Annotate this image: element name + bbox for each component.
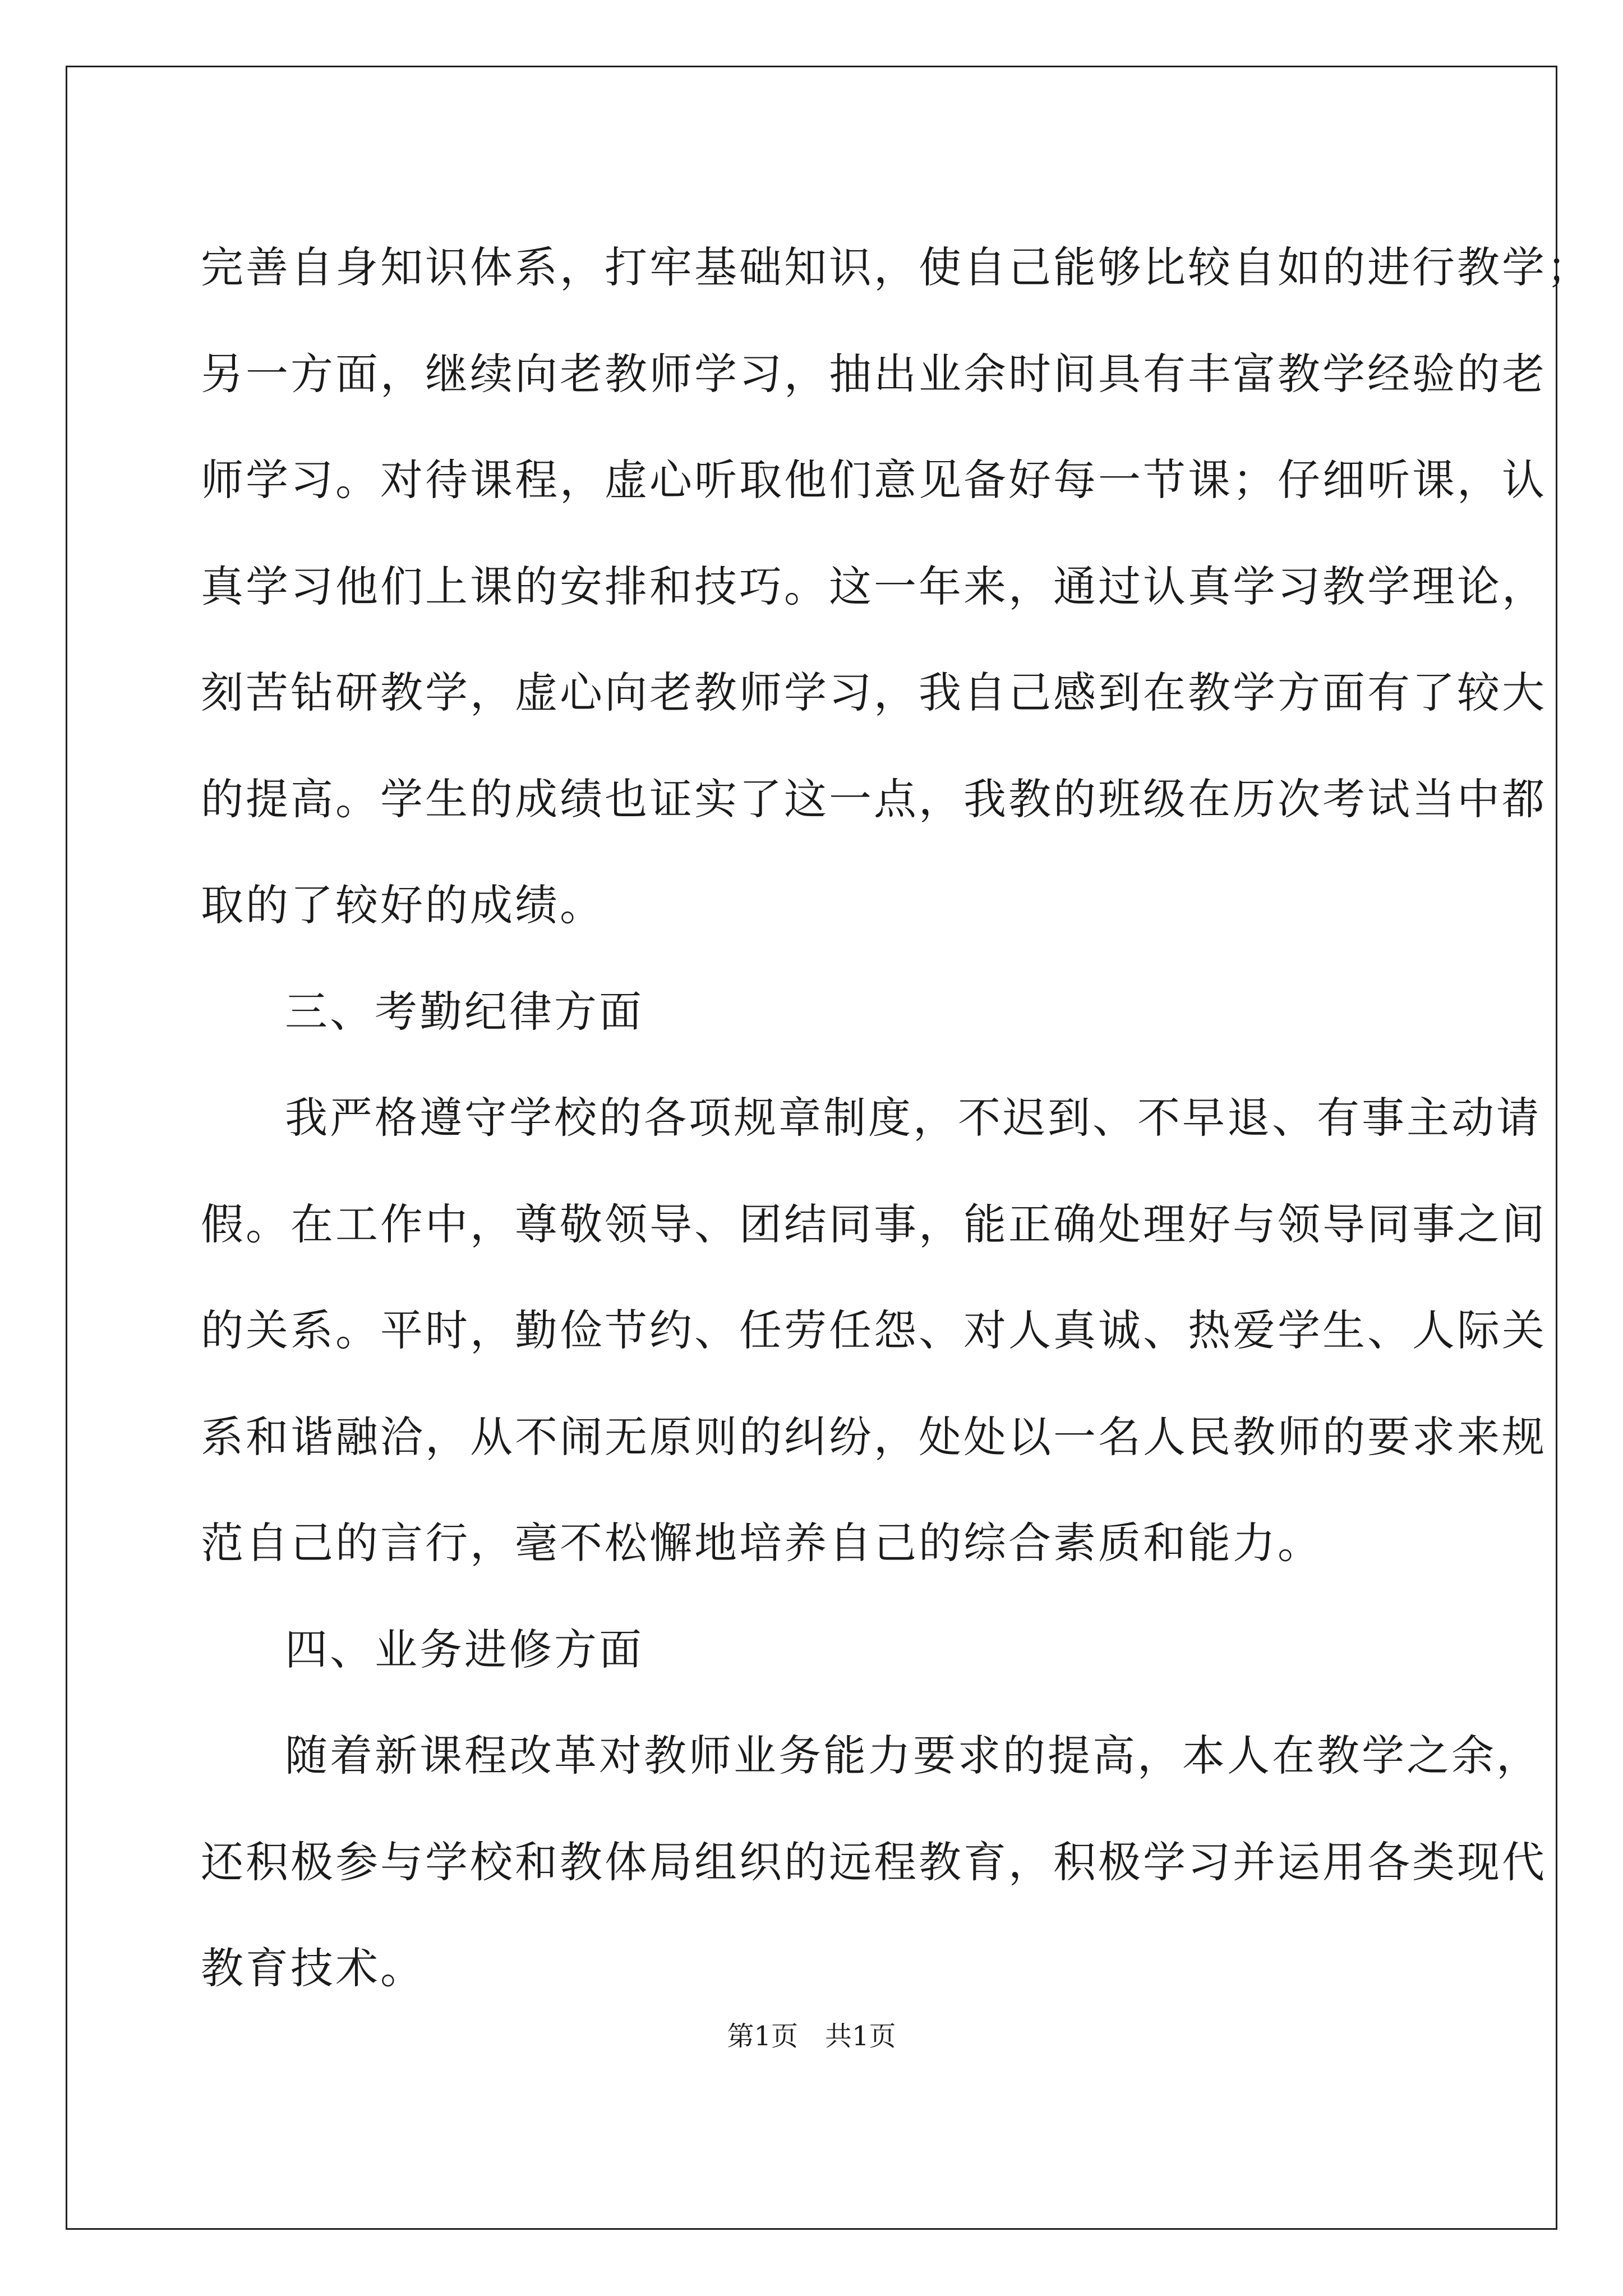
section-heading: 四、业务进修方面 <box>285 1624 644 1674</box>
document-body <box>201 214 1592 2022</box>
text-line: 的关系。平时，勤俭节约、任劳任怨、对人真诚、热爱学生、人际关 <box>201 1305 1547 1355</box>
text-line: 真学习他们上课的安排和技巧。这一年来，通过认真学习教学理论， <box>201 561 1547 611</box>
text-line: 的提高。学生的成绩也证实了这一点，我教的班级在历次考试当中都 <box>201 774 1547 824</box>
text-line: 还积极参与学校和教体局组织的远程教育，积极学习并运用各类现代 <box>201 1837 1547 1887</box>
text-line: 刻苦钻研教学，虚心向老教师学习，我自己感到在教学方面有了较大 <box>201 668 1547 717</box>
section-heading: 三、考勤纪律方面 <box>285 986 644 1037</box>
text-line: 系和谐融洽，从不闹无原则的纠纷，处处以一名人民教师的要求来规 <box>201 1411 1547 1462</box>
page-number-label: 第1页 <box>727 2021 798 2052</box>
text-line: 范自己的言行，毫不松懈地培养自己的综合素质和能力。 <box>201 1518 1322 1568</box>
text-line: 完善自身知识体系，打牢基础知识，使自己能够比较自如的进行教学； <box>201 242 1592 292</box>
text-line: 我严格遵守学校的各项规章制度，不迟到、不早退、有事主动请 <box>285 1093 1541 1143</box>
text-line: 另一方面，继续向老教师学习，抽出业余时间具有丰富教学经验的老 <box>201 348 1547 399</box>
page-total-label: 共1页 <box>825 2021 896 2052</box>
text-line: 随着新课程改革对教师业务能力要求的提高，本人在教学之余， <box>285 1731 1541 1780</box>
text-line: 师学习。对待课程，虚心听取他们意见备好每一节课；仔细听课，认 <box>201 455 1547 505</box>
text-line: 假。在工作中，尊敬领导、团结同事，能正确处理好与领导同事之间 <box>201 1199 1547 1249</box>
text-line: 教育技术。 <box>201 1943 425 1993</box>
text-line: 取的了较好的成绩。 <box>201 880 605 930</box>
page-footer <box>0 2019 1623 2053</box>
